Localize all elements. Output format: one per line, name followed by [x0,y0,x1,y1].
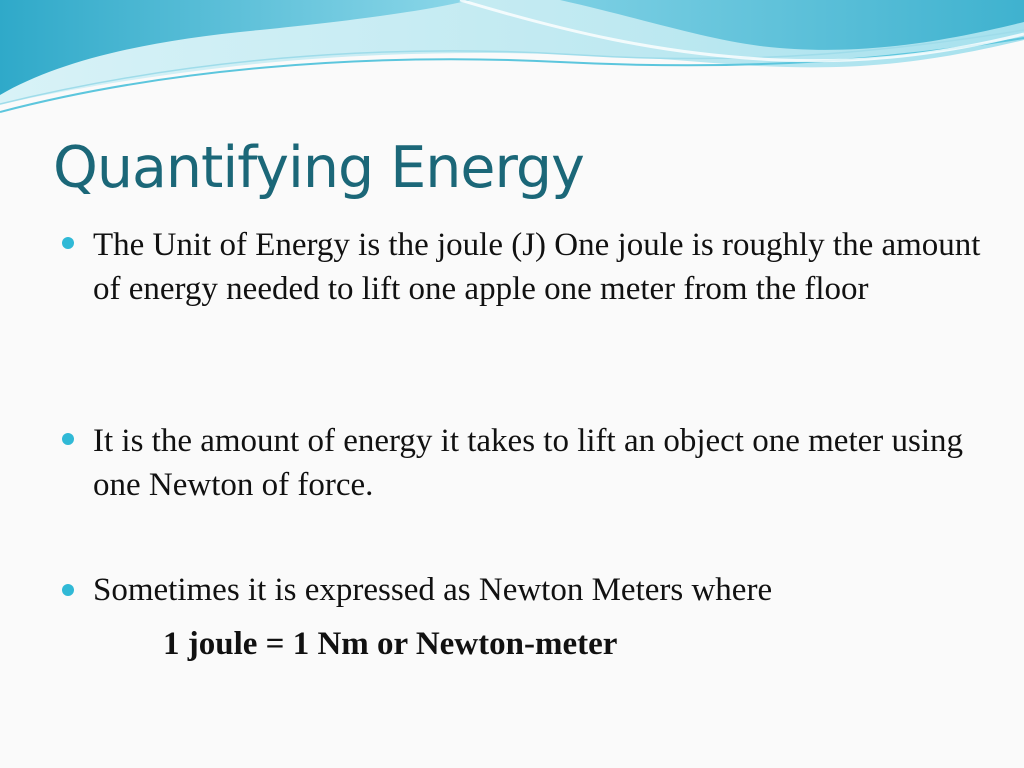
bullet-item [62,223,982,311]
bullet-item [62,568,982,612]
bullet-text: It is the amount of energy it takes to lift an object one meter using one Newton of force. [93,423,964,503]
bullet-dot-icon [62,433,74,445]
bullet-item [62,419,982,507]
bullet-dot-icon [62,237,74,249]
bullet-dot-icon [62,584,74,596]
slide-title: Quantifying Energy [53,135,584,201]
bullet-text: Sometimes it is expressed as Newton Meters where [93,572,773,608]
bullet-text: The Unit of Energy is the joule (J) One joule is roughly the amount of energy needed to lift one apple one meter from the floor [93,227,981,307]
equation-text: 1 joule = 1 Nm or Newton-meter [163,626,618,662]
